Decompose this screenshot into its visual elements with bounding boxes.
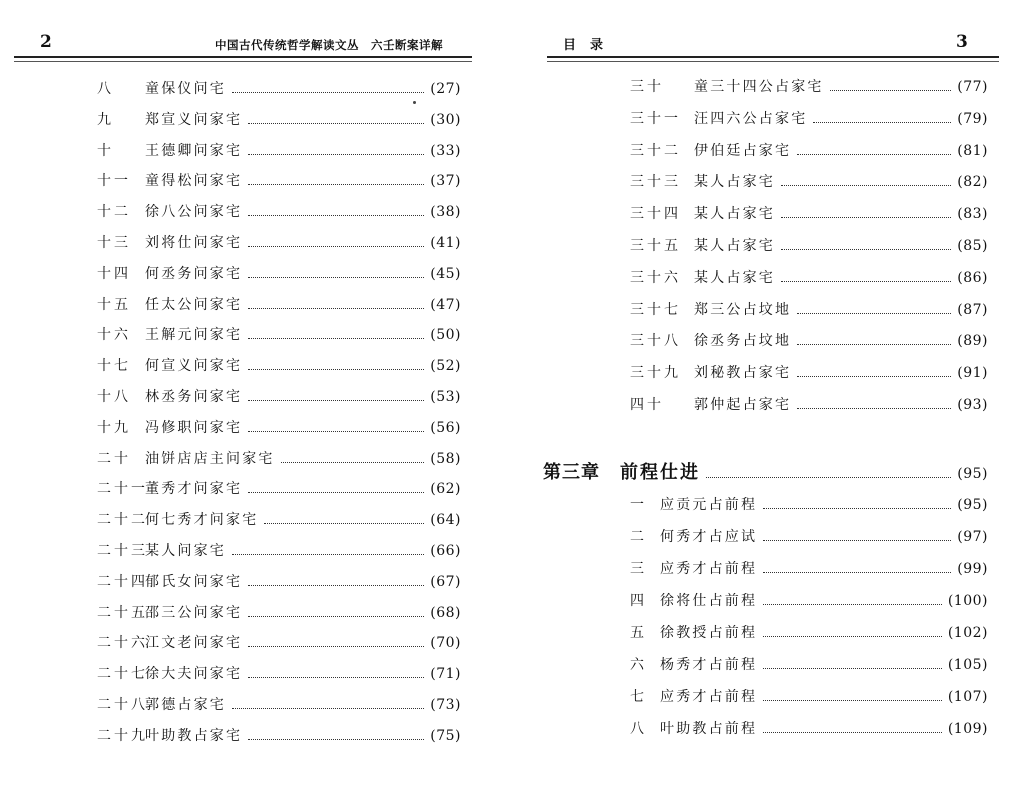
leader-dots [763,667,942,669]
header-rule [14,56,472,58]
entry-title: 郁氏女问家宅 [145,573,243,590]
toc-entry [97,509,461,529]
entry-number: 五 [630,625,647,641]
entry-number: 三十七 [630,301,681,318]
entry-page: (73) [430,697,461,713]
entry-title: 郭仲起占家宅 [694,397,792,413]
entry-title: 童保仪问宅 [145,81,226,97]
header-rule-thin [547,61,999,62]
entry-title: 某人问家宅 [145,543,226,559]
entry-number: 十八 [97,389,131,405]
running-header: 目 录 [563,38,604,53]
toc-entry [630,330,988,350]
entry-title: 何七秀才问家宅 [145,512,259,529]
entry-page: (107) [947,689,988,705]
toc-entry [97,602,461,622]
entry-number: 二十三 [97,543,148,559]
leader-dots [248,491,424,493]
scan-speck [413,101,416,104]
toc-entry [630,299,988,319]
toc-entry [630,622,988,642]
entry-number: 十六 [97,327,131,344]
entry-title: 何秀才占应试 [660,529,758,545]
entry-number: 九 [97,111,114,128]
leader-dots [763,571,951,573]
leader-dots [797,153,951,155]
page-number: 2 [40,32,52,52]
entry-number: 二十七 [97,666,148,683]
entry-page: (93) [957,397,988,413]
entry-page: (52) [430,358,461,375]
leader-dots [248,337,424,339]
entry-number: 十一 [97,173,131,190]
entry-number: 二十 [97,450,131,467]
chapter-heading [543,458,988,484]
entry-title: 某人占家宅 [694,269,775,286]
entry-page: (50) [430,327,461,344]
entry-number: 六 [630,657,647,673]
toc-entry [97,725,461,745]
entry-title: 冯修职问家宅 [145,419,243,436]
entry-page: (30) [430,111,461,128]
leader-dots [797,312,951,314]
leader-dots [248,368,424,370]
entry-title: 伊伯廷占家宅 [694,142,792,159]
toc-entry [97,324,461,344]
entry-page: (66) [430,543,461,559]
entry-number: 二十六 [97,635,148,652]
entry-title: 郭德占家宅 [145,697,226,713]
toc-entry [630,171,988,191]
toc-list [97,78,461,758]
entry-number: 十四 [97,265,131,282]
leader-dots [281,461,425,463]
entry-title: 王德卿问家宅 [145,142,243,159]
entry-title: 油饼店店主问家宅 [145,450,275,467]
entry-page: (79) [957,110,988,127]
entry-number: 二 [630,529,647,545]
leader-dots [763,603,942,605]
entry-page: (56) [430,419,461,436]
entry-page: (97) [957,529,988,545]
leader-dots [248,307,424,309]
entry-title: 徐将仕占前程 [660,593,758,609]
entry-title: 某人占家宅 [694,238,775,254]
toc-entry [630,76,988,96]
toc-entry [630,203,988,223]
entry-page: (37) [430,173,461,190]
page-number: 3 [956,32,968,52]
toc-entry [97,478,461,498]
right-page [510,0,1017,795]
toc-entry [630,140,988,160]
entry-number: 十五 [97,296,131,313]
leader-dots [248,738,424,740]
entry-page: (71) [430,666,461,683]
entry-number: 三十三 [630,174,681,191]
entry-page: (75) [430,727,461,744]
leader-dots [248,645,424,647]
toc-entry [630,590,988,610]
entry-page: (62) [430,481,461,498]
toc-entry [630,108,988,128]
toc-entry [630,526,988,546]
entry-title: 江文老问家宅 [145,635,243,652]
entry-title: 刘将仕问家宅 [145,235,243,251]
entry-title: 邵三公问家宅 [145,604,243,621]
entry-title: 刘秘教占家宅 [694,365,792,382]
leader-dots [763,699,942,701]
toc-entry [97,170,461,190]
leader-dots [781,184,951,186]
leader-dots [248,399,424,401]
entry-number: 二十八 [97,697,148,713]
entry-number: 十七 [97,358,131,375]
toc-entry [97,694,461,714]
toc-entry [97,386,461,406]
leader-dots [813,121,951,123]
entry-title: 童三十四公占家宅 [694,79,824,95]
entry-page: (67) [430,573,461,590]
toc-entry [97,263,461,283]
entry-number: 二十二 [97,512,148,529]
entry-page: (87) [957,301,988,318]
entry-number: 一 [630,497,647,513]
entry-page: (53) [430,389,461,405]
entry-title: 郑宣义问家宅 [145,111,243,128]
toc-entry [630,394,988,414]
leader-dots [797,375,951,377]
entry-page: (83) [957,206,988,223]
chapter-label: 第三章 [543,462,600,483]
leader-dots [248,430,424,432]
entry-page: (102) [947,625,988,641]
leader-dots [248,214,424,216]
leader-dots [248,276,424,278]
leader-dots [232,707,424,709]
header-rule [547,56,999,58]
entry-number: 四十 [630,397,664,413]
toc-entry [630,654,988,674]
toc-entry [97,417,461,437]
leader-dots [797,407,951,409]
entry-page: (77) [957,79,988,95]
toc-entry [630,558,988,578]
leader-dots [248,153,424,155]
entry-number: 三十四 [630,206,681,223]
toc-entry [630,235,988,255]
toc-entry [97,140,461,160]
entry-title: 徐大夫问家宅 [145,666,243,683]
leader-dots [248,584,424,586]
entry-number: 四 [630,593,647,609]
entry-title: 童得松问家宅 [145,173,243,190]
leader-dots [797,343,951,345]
entry-number: 三十九 [630,365,681,382]
toc-entry [630,718,988,738]
entry-title: 应秀才占前程 [660,561,758,577]
entry-page: (70) [430,635,461,652]
entry-page: (89) [957,333,988,350]
entry-number: 二十九 [97,727,148,744]
toc-list [630,76,988,436]
entry-page: (45) [430,265,461,282]
entry-title: 应贡元占前程 [660,497,758,513]
toc-entry [97,571,461,591]
leader-dots [763,635,942,637]
toc-entry [97,355,461,375]
header-rule-thin [14,61,472,62]
toc-entry [97,201,461,221]
chapter-page: (95) [957,466,988,482]
entry-number: 三 [630,561,647,577]
entry-number: 二十四 [97,573,148,590]
leader-dots [232,553,424,555]
entry-number: 八 [97,81,114,97]
leader-dots [763,507,951,509]
entry-number: 十 [97,142,114,159]
entry-page: (64) [430,512,461,529]
entry-page: (68) [430,604,461,621]
toc-entry [630,267,988,287]
entry-title: 某人占家宅 [694,206,775,223]
entry-page: (38) [430,204,461,221]
entry-page: (99) [957,561,988,577]
toc-entry [97,232,461,252]
leader-dots [781,280,951,282]
entry-title: 何宣义问家宅 [145,358,243,375]
entry-title: 任太公问家宅 [145,296,243,313]
leader-dots [781,248,951,250]
entry-page: (109) [947,721,988,737]
leader-dots [248,122,424,124]
entry-number: 三十一 [630,110,681,127]
entry-number: 八 [630,721,647,737]
toc-list-chapter3 [630,494,988,754]
entry-title: 董秀才问家宅 [145,481,243,498]
entry-page: (85) [957,238,988,254]
entry-title: 林丞务问家宅 [145,389,243,405]
toc-entry [630,362,988,382]
leader-dots [781,216,951,218]
entry-page: (33) [430,142,461,159]
entry-title: 徐丞务占坟地 [694,333,792,350]
entry-number: 十三 [97,235,131,251]
entry-number: 三十八 [630,333,681,350]
entry-page: (105) [947,657,988,673]
entry-page: (81) [957,142,988,159]
entry-number: 三十二 [630,142,681,159]
leader-dots [763,731,942,733]
entry-page: (58) [430,450,461,467]
toc-entry [97,632,461,652]
entry-page: (82) [957,174,988,191]
entry-number: 三十五 [630,238,681,254]
entry-title: 杨秀才占前程 [660,657,758,673]
entry-title: 叶助教占前程 [660,721,758,737]
entry-page: (47) [430,296,461,313]
entry-number: 三十六 [630,269,681,286]
leader-dots [248,676,424,678]
toc-entry [630,686,988,706]
entry-title: 某人占家宅 [694,174,775,191]
running-header: 中国古代传统哲学解读文丛 六壬断案详解 [215,38,443,52]
toc-entry [630,494,988,514]
entry-title: 郑三公占坟地 [694,301,792,318]
entry-number: 十九 [97,419,131,436]
entry-page: (41) [430,235,461,251]
leader-dots [232,91,424,93]
entry-number: 三十 [630,79,664,95]
entry-number: 二十五 [97,604,148,621]
entry-page: (86) [957,269,988,286]
toc-entry [97,294,461,314]
chapter-title: 前程仕进 [620,462,700,483]
leader-dots [248,183,424,185]
leader-dots [763,539,951,541]
toc-entry [97,109,461,129]
leader-dots [830,89,952,91]
leader-dots [248,245,424,247]
entry-title: 徐教授占前程 [660,625,758,641]
toc-entry [97,540,461,560]
entry-title: 应秀才占前程 [660,689,758,705]
leader-dots [706,476,951,478]
entry-page: (95) [957,497,988,513]
entry-title: 汪四六公占家宅 [694,110,808,127]
entry-page: (100) [947,593,988,609]
toc-entry [97,448,461,468]
entry-number: 七 [630,689,647,705]
leader-dots [248,615,424,617]
entry-title: 叶助教占家宅 [145,727,243,744]
leader-dots [264,522,424,524]
entry-page: (91) [957,365,988,382]
toc-entry [97,663,461,683]
entry-title: 王解元问家宅 [145,327,243,344]
toc-entry [97,78,461,98]
entry-number: 二十一 [97,481,148,498]
entry-page: (27) [430,81,461,97]
entry-title: 何丞务问家宅 [145,265,243,282]
entry-title: 徐八公问家宅 [145,204,243,221]
entry-number: 十二 [97,204,131,221]
